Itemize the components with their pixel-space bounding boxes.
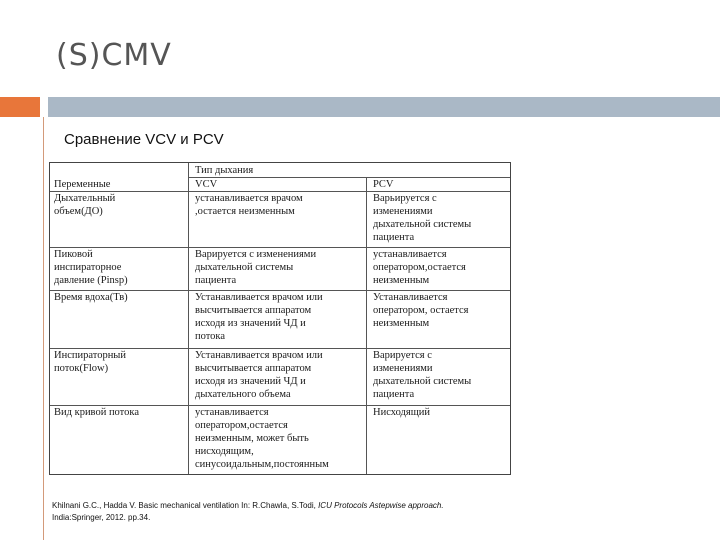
table-cell-variable: Вид кривой потока [54,407,139,418]
table-cell-pcv: Нисходящий [373,407,431,418]
table-rule [366,177,367,474]
table-cell-vcv: Устанавливается врачом или высчитывается аппаратом исходя из значений ЧД и дыхательного объема [195,350,323,400]
table-cell-vcv: устанавливается врачом ,остается неизменным [195,193,303,217]
comparison-table [49,162,511,475]
citation-book-title: ICU Protocols Astepwise approach. [318,501,444,510]
header-pcv: PCV [373,179,394,190]
accent-orange-block [0,97,40,117]
slide-title: (S)CMV [56,38,172,73]
table-cell-variable: Дыхательный объем(ДО) [54,193,116,217]
table-cell-variable: Инспираторный поток(Flow) [54,350,126,374]
table-cell-pcv: Устанавливается оператором, остается неизменным [373,292,469,329]
table-cell-variable: Пиковой инспираторное давление (Pinsp) [54,249,128,286]
citation-authors: Khilnani G.C., Hadda V. Basic mechanical ventilation In: R.Chawla, S.Todi, [52,501,319,510]
table-cell-variable: Время вдоха(Тв) [54,292,128,303]
table-cell-pcv: устанавливается оператором,остается неизменным [373,249,466,286]
table-cell-pcv: Варируется с изменениями дыхательной системы пациента [373,350,472,400]
accent-bar [0,97,720,117]
citation-publisher: India:Springer, 2012. pp.34. [52,513,151,522]
group-header: Тип дыхания [195,165,254,176]
table-cell-vcv: устанавливается оператором,остается неизменным, может быть нисходящим, синусоидальным,постоянным [195,407,329,470]
table-cell-pcv: Варьируется с изменениями дыхательной системы пациента [373,193,472,243]
header-vcv: VCV [195,179,218,190]
table-cell-vcv: Устанавливается врачом или высчитывается аппаратом исходя из значений ЧД и потока [195,292,323,342]
table-cell-vcv: Варируется с изменениями дыхательной системы пациента [195,249,317,286]
accent-gray-band [48,97,720,117]
header-variables: Переменные [54,179,111,190]
table-rule [188,163,189,474]
citation [52,500,652,524]
slide-subtitle: Сравнение VCV и PCV [64,131,224,148]
left-vertical-rule [43,117,44,540]
